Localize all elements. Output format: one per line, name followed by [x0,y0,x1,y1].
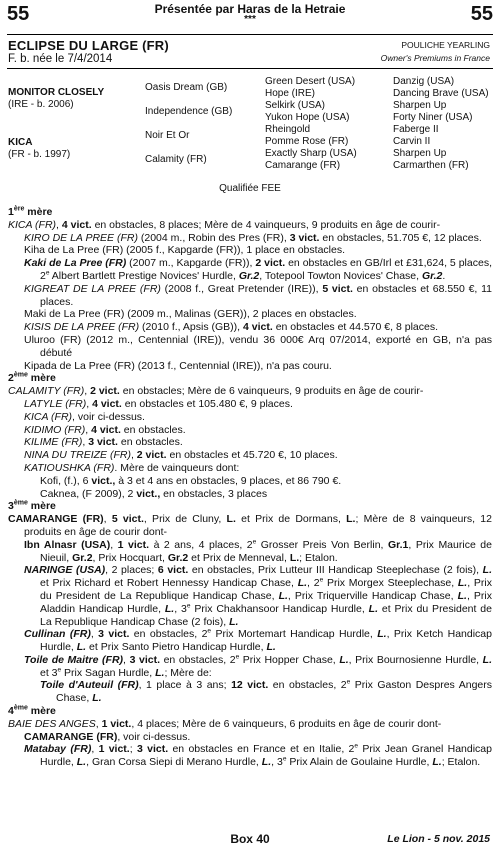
sale-venue-date: Le Lion - 5 nov. 2015 [387,833,490,845]
owners-premiums: Owner's Premiums in France [380,53,490,63]
dam-info: (FR - b. 1997) [8,149,71,160]
produce-entry: KATIOUSHKA (FR). Mère de vainqueurs dont: [24,461,240,474]
pedigree-table [0,73,500,178]
produce-entry: NARINGE (USA), 2 places; 6 vict. en obstacles, Prix Lutteur III Handicap Steeplechase (2 fois), L. et Prix Richard et Robert Hennessy Handicap Chase, L., 2e Prix Morgex Steeplechase, L., Prix du President de La Republique Handicap Chase, L., Prix Triquerville Handicap Chase, L., Prix Aladdin Handicap Hurdle, L., 3e Prix Chakhansoor Handicap Hurdle, L. et Prix du President de La Republique Handicap Chase (2 fois), L. [24,564,492,628]
produce-entry: KIGREAT DE LA PREE (FR) (2008 f., Great Pretender (IRE)), 5 vict. en obstacles et 68.550 €, 11 places. [24,282,492,308]
produce-entry: LATYLE (FR), 4 vict. en obstacles et 105.480 €, 9 places. [24,397,293,410]
dam-name: KICA [8,137,33,148]
horse-name: ECLIPSE DU LARGE (FR) [8,38,169,53]
pedigree-gen2-3: Noir Et Or [145,130,190,141]
produce-entry: NINA DU TREIZE (FR), 2 vict. en obstacles et 45.720 €, 10 places. [24,449,338,462]
dam-entry: BAIE DES ANGES, 1 vict., 4 places; Mère de 6 vainqueurs, 6 produits en âge de courir dont- [8,717,442,730]
pedigree-gen3-6: Pomme Rose (FR) [265,136,349,147]
pedigree-gen4-6: Carvin II [393,136,431,147]
produce-entry: KIDIMO (FR), 4 vict. en obstacles. [24,423,186,436]
pedigree-gen4-3: Sharpen Up [393,100,447,111]
pedigree-gen3-1: Green Desert (USA) [265,76,356,87]
pedigree-gen4-8: Carmarthen (FR) [393,160,469,171]
produce-entry: KIRO DE LA PREE (FR) (2004 m., Robin des Pres (FR), 3 vict. en obstacles, 51.705 €, 12 places. [24,231,482,244]
produce-entry: Kaki de La Pree (FR) (2007 m., Kapgarde (FR)), 2 vict. en obstacles en GB/Irl et £31,624, 5 places, 2e Albert Bartlett Prestige Novices' Hurdle, Gr.2, Totepool Towton Novices' Chase, Gr.2. [24,257,492,282]
stars-divider: *** [244,14,256,25]
produce-entry: Kofi, (f.), 6 vict., à 3 et 4 ans en obstacles, 9 places, et 86 790 €. [40,474,342,487]
dam-entry: CALAMITY (FR), 2 vict. en obstacles; Mère de 6 vainqueurs, 9 produits en âge de courir- [8,385,424,398]
produce-entry: Caknea, (F 2009), 2 vict., en obstacles, 3 places [40,487,268,500]
pedigree-rule [7,68,493,69]
lot-number-left: 55 [7,3,30,25]
produce-entry: KICA (FR), voir ci-dessus. [24,410,145,423]
dam-entry: CAMARANGE (FR), 5 vict., Prix de Cluny, L. et Prix de Dormans, L.; Mère de 8 vainqueurs, 12 produits en âge de courir dont- [8,513,492,538]
pedigree-gen3-8: Camarange (FR) [265,160,341,171]
produce-entry: CAMARANGE (FR), voir ci-dessus. [24,730,191,743]
pedigree-gen3-7: Exactly Sharp (USA) [265,148,357,159]
produce-entry: Toile de Maitre (FR), 3 vict. en obstacles, 2e Prix Hopper Chase, L., Prix Bournosienne Hurdle, L. et 3e Prix Sagan Hurdle, L.; Mère de: [24,653,493,679]
horse-category: POULICHE YEARLING [401,40,490,50]
family-notes [8,206,492,769]
produce-entry: KILIME (FR), 3 vict. en obstacles. [24,436,183,449]
top-rule [7,34,493,35]
section-heading-fourth-dam: 4ème mère [8,704,56,718]
produce-entry: Kiha de La Pree (FR) (2005 f., Kapgarde (FR)), 1 place en obstacles. [24,244,345,257]
pedigree-gen3-3: Selkirk (USA) [265,100,326,111]
pedigree-gen3-2: Hope (IRE) [265,88,316,99]
produce-entry: Cullinan (FR), 3 vict. en obstacles, 2e Prix Mortemart Handicap Hurdle, L., Prix Ketch Handicap Hurdle, L. et Prix Santo Pietro Handicap Hurdle, L. [24,627,492,654]
section-heading-third-dam: 3ème mère [8,499,56,513]
sire-name: MONITOR CLOSELY [8,87,105,98]
produce-entry: Kipada de La Pree (FR) (2013 f., Centennial (IRE)), n'a pas couru. [24,359,332,372]
pedigree-gen2-1: Oasis Dream (GB) [145,82,228,93]
pedigree-gen4-2: Dancing Brave (USA) [393,88,489,99]
horse-birth: F. b. née le 7/4/2014 [8,53,113,65]
produce-entry: Maki de La Pree (FR) (2009 m., Malinas (GER)), 2 places en obstacles. [24,308,357,321]
pedigree-gen2-4: Calamity (FR) [145,154,207,165]
pedigree-gen3-4: Yukon Hope (USA) [265,112,350,123]
lot-number-right: 55 [470,3,493,25]
pedigree-gen3-5: Rheingold [265,124,311,135]
qualification-label: Qualifiée FEE [219,183,281,194]
pedigree-gen4-5: Faberge II [393,124,439,135]
section-heading-first-dam: 1ère mère [8,205,53,218]
pedigree-gen4-7: Sharpen Up [393,148,447,159]
produce-entry: Ibn Alnasr (USA), 1 vict. à 2 ans, 4 places, 2e Grosser Preis Von Berlin, Gr.1, Prix Maurice de Nieuil, Gr.2, Prix Hocquart, Gr.2 et Prix de Menneval, L.; Etalon. [24,538,492,564]
produce-entry: Uluroo (FR) (2012 m., Centennial (IRE)), vendu 36 000€ Arq 07/2014, exporté en GB, n'a pas débuté [24,333,492,359]
sire-info: (IRE - b. 2006) [8,99,74,110]
pedigree-gen2-2: Independence (GB) [145,106,233,117]
box-number: Box 40 [230,832,270,846]
produce-entry: Matabay (FR), 1 vict.; 3 vict. en obstacles en France et en Italie, 2e Prix Jean Granel Handicap Hurdle, L., Gran Corsa Siepi di Merano Hurdle, L., 3e Prix Alain de Goulaine Hurdle, L.; Etalon. [24,742,492,769]
presenter-title: Présentée par Haras de la Hetraie [154,2,346,16]
produce-entry: Toile d'Auteuil (FR), 1 place à 3 ans; 12 vict. en obstacles, 2e Prix Gaston Despres Angers Chase, L. [40,678,492,705]
dam-entry: KICA (FR), 4 vict. en obstacles, 8 places; Mère de 4 vainqueurs, 9 produits en âge de courir- [8,218,441,231]
produce-entry: KISIS DE LA PREE (FR) (2010 f., Apsis (GB)), 4 vict. en obstacles et 44.570 €, 8 places. [24,321,438,334]
pedigree-gen4-4: Forty Niner (USA) [393,112,473,123]
section-heading-second-dam: 2ème mère [8,371,56,385]
pedigree-gen4-1: Danzig (USA) [393,76,455,87]
